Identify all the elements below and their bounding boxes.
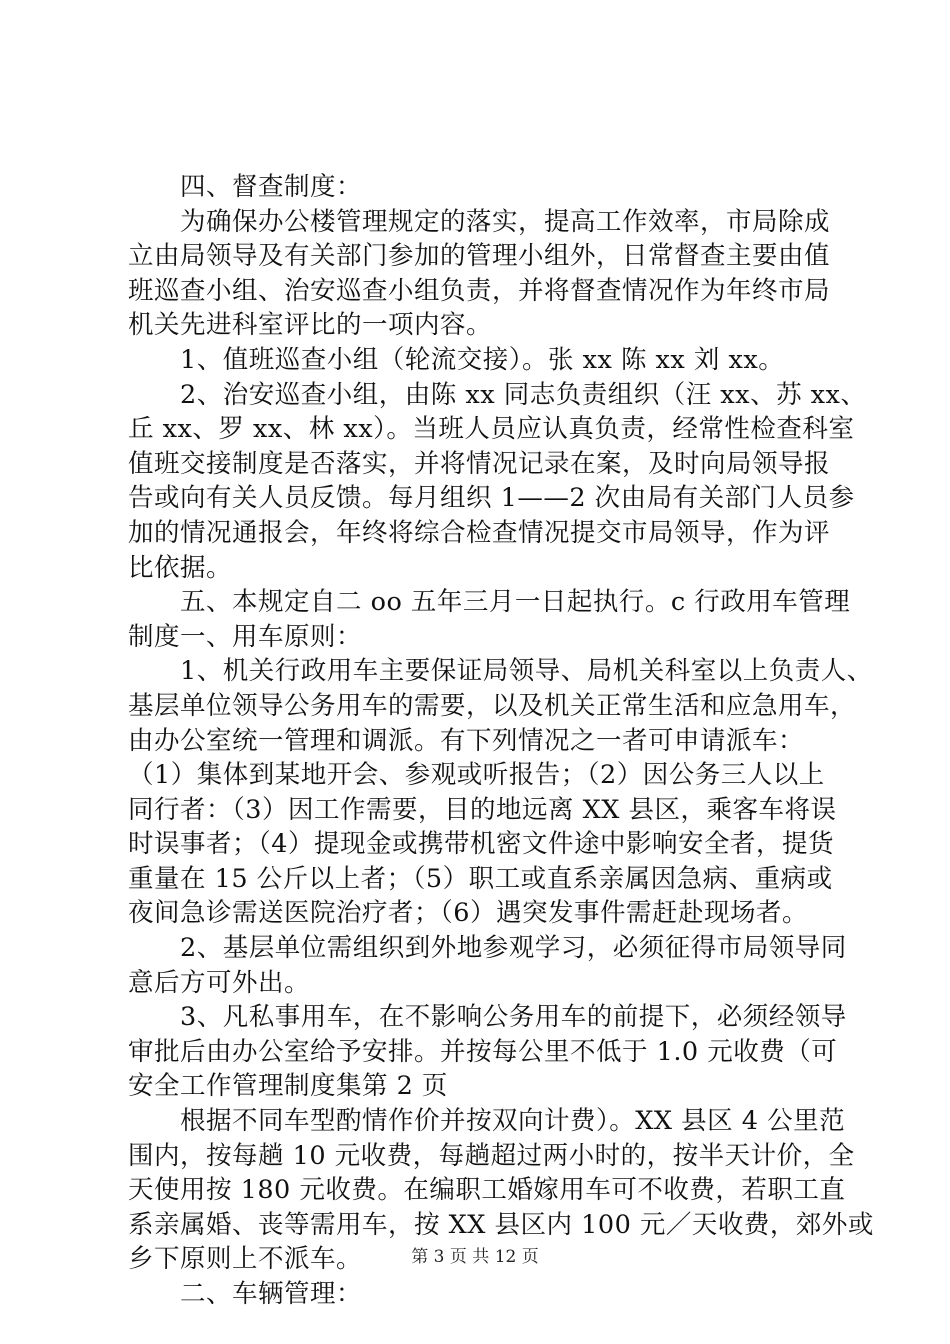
text-line: 班巡查小组、治安巡查小组负责，并将督查情况作为年终市局 (128, 275, 831, 306)
text-line: 根据不同车型酌情作价并按双向计费）。XX 县区 4 公里范 (128, 1106, 846, 1137)
text-line: 制度一、用车原则： (128, 621, 363, 652)
text-line: 加的情况通报会，年终将综合检查情况提交市局领导，作为评 (128, 517, 831, 548)
text-line: 四、督查制度： (128, 172, 363, 202)
text-line: 比依据。 (128, 552, 233, 583)
text-line: 值班交接制度是否落实，并将情况记录在案，及时向局领导报 (128, 448, 831, 479)
text-line: 系亲属婚、丧等需用车，按 XX 县区内 100 元／天收费，郊外或 (128, 1209, 874, 1240)
text-line: 乡下原则上不派车。 (128, 1244, 363, 1275)
text-line: 由办公室统一管理和调派。有下列情况之一者可申请派车： (128, 725, 805, 756)
document-body (128, 170, 874, 1312)
text-line: 基层单位领导公务用车的需要，以及机关正常生活和应急用车， (128, 690, 857, 721)
page-footer: 第 3 页 共 12 页 (411, 1247, 539, 1267)
text-line: 3、凡私事用车，在不影响公务用车的前提下，必须经领导 (128, 1002, 847, 1033)
text-line: 立由局领导及有关部门参加的管理小组外，日常督查主要由值 (128, 241, 831, 272)
text-line: 2、治安巡查小组，由陈 xx 同志负责组织（汪 xx、苏 xx、 (128, 379, 867, 410)
text-line: 丘 xx、罗 xx、林 xx）。当班人员应认真负责，经常性检查科室 (128, 414, 855, 445)
text-line: 告或向有关人员反馈。每月组织 1——2 次由局有关部门人员参 (128, 483, 855, 514)
text-line: 天使用按 180 元收费。在编职工婚嫁用车可不收费，若职工直 (128, 1175, 846, 1206)
text-line: 重量在 15 公斤以上者；（5）职工或直系亲属因急病、重病或 (128, 863, 833, 894)
text-line: 1、机关行政用车主要保证局领导、局机关科室以上负责人、 (128, 656, 873, 687)
text-line: 同行者：（3）因工作需要，目的地远离 XX 县区，乘客车将误 (128, 794, 837, 825)
text-line: 意后方可外出。 (128, 967, 311, 998)
text-line: 2、基层单位需组织到外地参观学习，必须征得市局领导同 (128, 933, 847, 964)
text-line: 时误事者；（4）提现金或携带机密文件途中影响安全者，提货 (128, 829, 834, 860)
text-line: 安全工作管理制度集第 2 页 (128, 1071, 448, 1102)
text-line: 夜间急诊需送医院治疗者；（6）遇突发事件需赶赴现场者。 (128, 898, 808, 929)
text-line: 二、车辆管理： (128, 1279, 363, 1309)
text-line: 机关先进科室评比的一项内容。 (128, 310, 493, 341)
text-line: 围内，按每趟 10 元收费，每趟超过两小时的，按半天计价，全 (128, 1140, 855, 1171)
text-line: （1）集体到某地开会、参观或听报告；（2）因公务三人以上 (128, 760, 825, 791)
text-line: 1、值班巡查小组（轮流交接）。张 xx 陈 xx 刘 xx。 (128, 344, 785, 375)
text-line: 为确保办公楼管理规定的落实，提高工作效率，市局除成 (128, 206, 831, 237)
text-line: 审批后由办公室给予安排。并按每公里不低于 1.0 元收费（可 (128, 1036, 838, 1067)
text-line: 五、本规定自二 oo 五年三月一日起执行。c 行政用车管理 (128, 587, 851, 618)
